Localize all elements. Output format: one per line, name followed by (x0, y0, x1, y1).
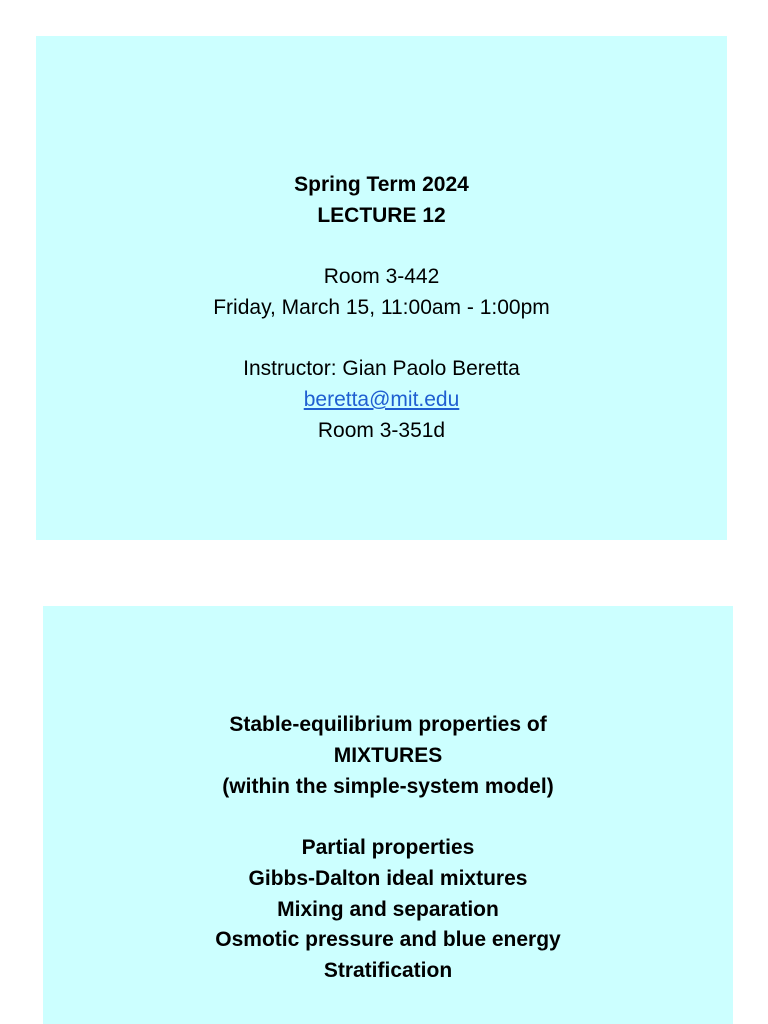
office-label: Room 3-351d (317, 418, 446, 442)
slide-title (43, 710, 733, 802)
lecture-number: LECTURE 12 (317, 203, 446, 227)
topic-item: Osmotic pressure and blue energy (215, 928, 561, 952)
topic-item: Mixing and separation (277, 897, 499, 921)
lecture-info-slide (36, 36, 727, 540)
title-line: MIXTURES (333, 743, 443, 767)
topics-slide (43, 606, 733, 1024)
topic-item: Stratification (323, 959, 453, 983)
instructor-name: Instructor: Gian Paolo Beretta (243, 357, 520, 380)
title-line: (within the simple-system model) (222, 774, 554, 798)
instructor-info (36, 354, 727, 446)
lecture-location (36, 262, 727, 324)
term-label: Spring Term 2024 (294, 173, 469, 196)
room-label: Room 3-442 (323, 265, 440, 288)
topic-item: Gibbs-Dalton ideal mixtures (248, 866, 528, 890)
topic-item: Partial properties (301, 836, 475, 859)
lecture-heading (36, 170, 727, 232)
instructor-email-link[interactable]: beretta@mit.edu (303, 387, 460, 411)
title-line: Stable-equilibrium properties of (229, 713, 547, 736)
datetime-label: Friday, March 15, 11:00am - 1:00pm (213, 295, 550, 319)
email-line (36, 385, 727, 416)
topic-list (43, 833, 733, 987)
